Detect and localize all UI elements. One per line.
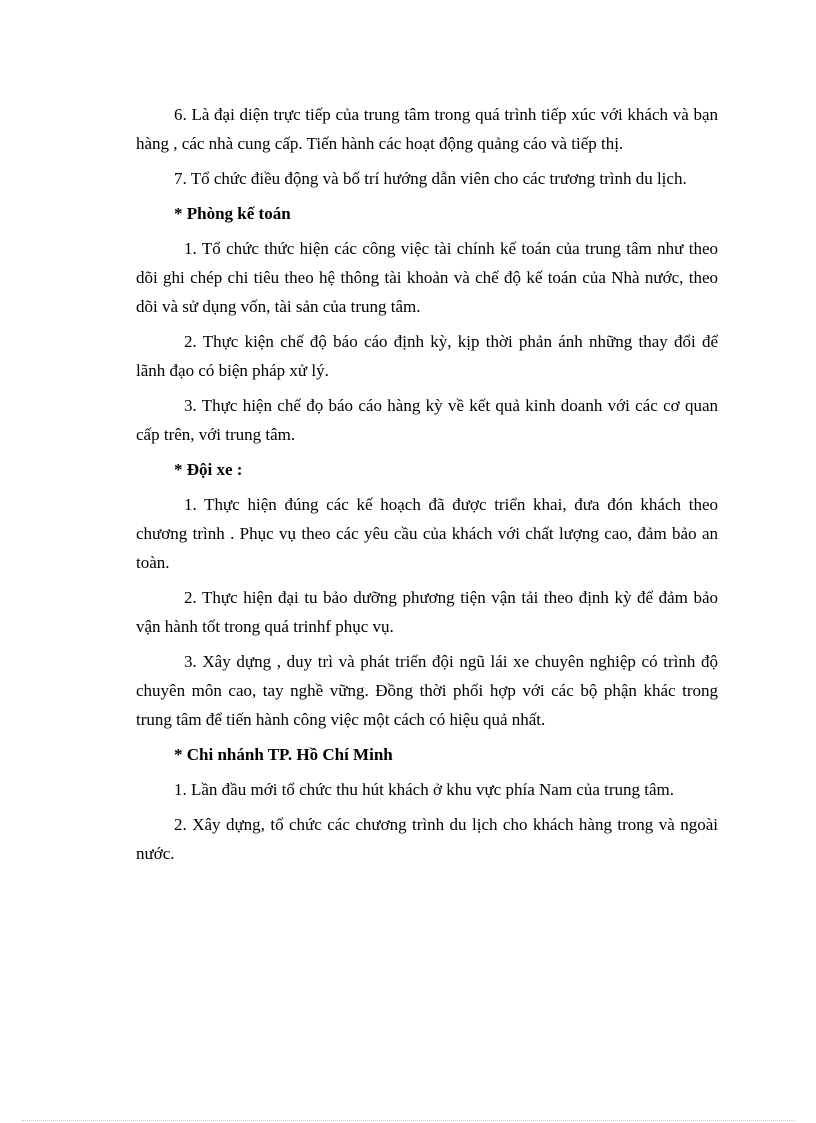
paragraph-accounting-item-2: 2. Thực kiện chế độ báo cáo định kỳ, kịp thời phản ánh những thay đổi để lãnh đạo có biện pháp xử lý. — [136, 332, 718, 380]
heading-accounting-department: * Phòng kế toán — [174, 204, 291, 223]
paragraph-sales-item-6: 6. Là đại diện trực tiếp của trung tâm trong quá trình tiếp xúc với khách và bạn hàng , các nhà cung cấp. Tiến hành các hoạt động quảng cáo và tiếp thị. — [136, 105, 718, 153]
paragraph-sales-item-7: 7. Tổ chức điều động và bố trí hướng dẫn viên cho các trương trình du lịch. — [174, 169, 687, 188]
page-bottom-divider — [22, 1120, 794, 1121]
paragraph-vehicle-item-2: 2. Thực hiện đại tu bảo dưỡng phương tiện vận tải theo định kỳ để đảm bảo vận hành tốt trong quá trinhf phục vụ. — [136, 588, 718, 636]
heading-vehicle-team: * Đội xe : — [174, 460, 243, 479]
document-body — [136, 100, 718, 874]
paragraph-vehicle-item-1: 1. Thực hiện đúng các kế hoạch đã được triển khai, đưa đón khách theo chương trình . Phục vụ theo các yêu cầu của khách với chất lượng cao, đảm bảo an toàn. — [136, 495, 718, 572]
heading-hcmc-branch: * Chi nhánh TP. Hồ Chí Minh — [174, 745, 393, 764]
paragraph-accounting-item-3: 3. Thực hiện chế đọ báo cáo hàng kỳ về kết quả kinh doanh với các cơ quan cấp trên, với trung tâm. — [136, 396, 718, 444]
paragraph-branch-item-1: 1. Lần đầu mới tổ chức thu hút khách ở khu vực phía Nam của trung tâm. — [174, 780, 675, 799]
paragraph-branch-item-2: 2. Xây dựng, tổ chức các chương trình du lịch cho khách hàng trong và ngoài nước. — [136, 815, 718, 863]
paragraph-vehicle-item-3: 3. Xây dựng , duy trì và phát triển đội ngũ lái xe chuyên nghiệp có trình độ chuyên môn cao, tay nghề vững. Đồng thời phối hợp với các bộ phận khác trong trung tâm để tiến hành công việc một cách có hiệu quả nhất. — [136, 652, 718, 729]
paragraph-accounting-item-1: 1. Tổ chức thức hiện các công việc tài chính kế toán của trung tâm như theo dõi ghi chép chi tiêu theo hệ thông tài khoản và chế độ kế toán của Nhà nước, theo dõi và sử dụng vốn, tài sản của trung tâm. — [136, 239, 718, 316]
